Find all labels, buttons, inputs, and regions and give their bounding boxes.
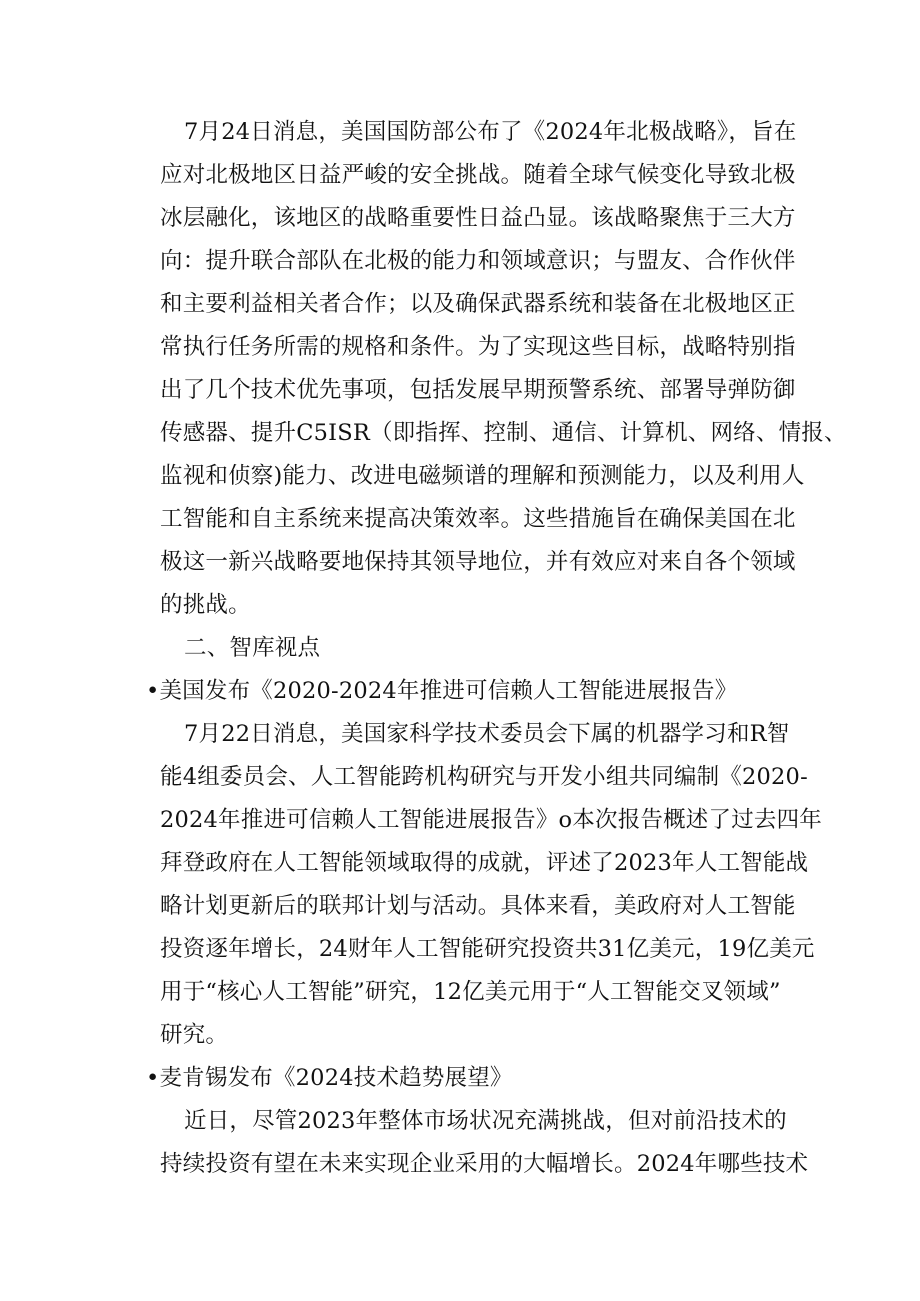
para1-line-1: 7月24日消息，美国国防部公布了《2024年北极战略》，旨在 (184, 119, 797, 145)
para1-line-2: 应对北极地区日益严峻的安全挑战。随着全球气候变化导致北极 (160, 162, 796, 188)
bullet-heading-1: •美国发布《2020-2024年推进可信赖人工智能进展报告》 (146, 678, 738, 704)
para3-line-1: 近日，尽管2023年整体市场状况充满挑战，但对前沿技术的 (184, 1108, 787, 1134)
bullet-heading-2: •麦肯锡发布《2024技术趋势展望》 (146, 1065, 513, 1091)
para1-line-12: 的挑战。 (160, 592, 251, 618)
para1-line-5: 和主要利益相关者合作；以及确保武器系统和装备在北极地区正 (160, 291, 796, 317)
para1-line-11: 极这一新兴战略要地保持其领导地位，并有效应对来自各个领域 (160, 549, 796, 575)
para2-line-2: 能4组委员会、人工智能跨机构研究与开发小组共同编制《2020- (160, 764, 808, 790)
section-heading: 二、智库视点 (184, 635, 321, 661)
para2-line-3: 2024年推进可信赖人工智能进展报告》o本次报告概述了过去四年 (160, 807, 823, 833)
para1-line-3: 冰层融化，该地区的战略重要性日益凸显。该战略聚焦于三大方 (160, 205, 796, 231)
para2-line-7: 用于“核心人工智能”研究，12亿美元用于“人工智能交叉领域” (160, 979, 781, 1005)
para2-line-5: 略计划更新后的联邦计划与活动。具体来看，美政府对人工智能 (160, 893, 796, 919)
para2-line-6: 投资逐年增长，24财年人工智能研究投资共31亿美元，19亿美元 (160, 936, 815, 962)
para1-line-8: 传感器、提升C5ISR（即指挥、控制、通信、计算机、网络、情报、 (160, 420, 847, 446)
para1-line-7: 出了几个技术优先事项，包括发展早期预警系统、部署导弹防御 (160, 377, 796, 403)
para1-line-9: 监视和侦察)能力、改进电磁频谱的理解和预测能力，以及利用人 (160, 463, 805, 489)
para1-line-10: 工智能和自主系统来提高决策效率。这些措施旨在确保美国在北 (160, 506, 796, 532)
para1-line-6: 常执行任务所需的规格和条件。为了实现这些目标，战略特别指 (160, 334, 796, 360)
para2-line-4: 拜登政府在人工智能领域取得的成就，评述了2023年人工智能战 (160, 850, 809, 876)
para2-line-8: 研究。 (160, 1022, 229, 1048)
para3-line-2: 持续投资有望在未来实现企业采用的大幅增长。2024年哪些技术 (160, 1151, 809, 1177)
para1-line-4: 向：提升联合部队在北极的能力和领域意识；与盟友、合作伙伴 (160, 248, 796, 274)
para2-line-1: 7月22日消息，美国家科学技术委员会下属的机器学习和R智 (184, 721, 790, 747)
